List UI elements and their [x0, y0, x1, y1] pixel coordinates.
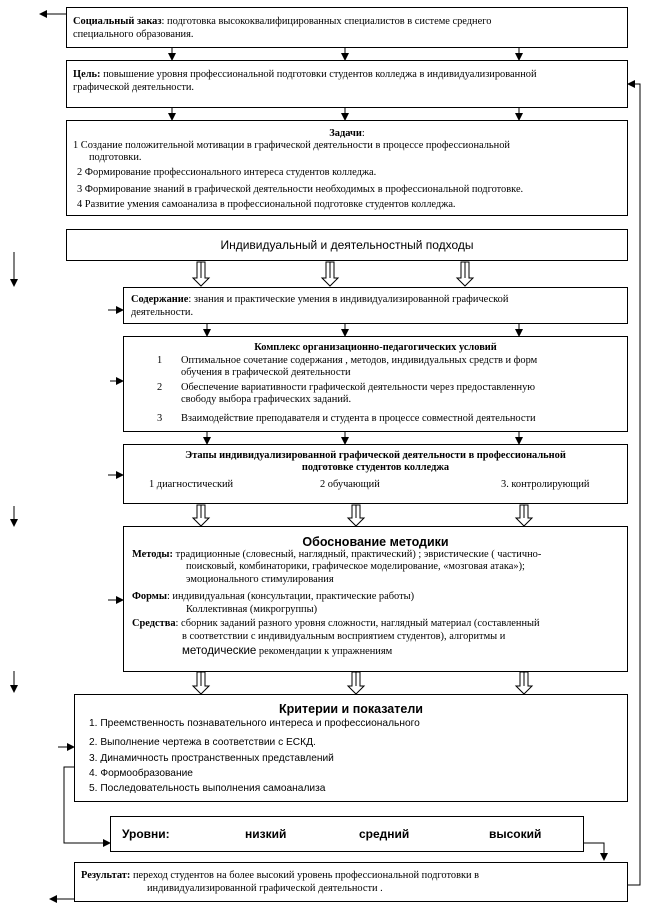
- condition-text: Взаимодействие преподавателя и студента в процессе совместной деятельности: [181, 413, 536, 424]
- forms-text: : индивидуальная (консультации, практические работы): [166, 591, 415, 602]
- stage-item: 3. контролирующий: [501, 479, 590, 490]
- tasks-box: [66, 120, 628, 216]
- methods-text: поисковый, комбинаторики, графическое моделирование, «мозговая атака»);: [186, 561, 525, 572]
- result-box: [74, 862, 628, 902]
- means-text: : сборник заданий разного уровня сложности, наглядный материал (составленный: [175, 618, 540, 629]
- condition-num: 2: [157, 382, 163, 393]
- criteria-box: [74, 694, 628, 802]
- tasks-colon: :: [361, 128, 365, 139]
- goal-label: Цель:: [73, 69, 101, 80]
- tasks-title: Задачи: [329, 128, 362, 139]
- task-item: подготовки.: [89, 152, 142, 163]
- conditions-title: Комплекс организационно-педагогических условий: [254, 342, 497, 353]
- methods-text: традиционные (словесный, наглядный, практический) ; эвристические ( частично-: [172, 549, 542, 560]
- means-label: Средства: [132, 618, 176, 629]
- goal-box: [66, 60, 628, 108]
- condition-num: 1: [157, 355, 163, 366]
- stage-item: 1 диагностический: [149, 479, 234, 490]
- social-order-text: : подготовка высококвалифицированных специалистов в системе среднего: [161, 16, 492, 27]
- stages-title-2: подготовке студентов колледжа: [301, 462, 450, 473]
- condition-text: Обеспечение вариативности графической деятельности через предоставленную: [181, 382, 536, 393]
- methodology-title: Обоснование методики: [302, 535, 449, 549]
- criterion-item: 1. Преемственность познавательного интереса и профессионального: [89, 718, 420, 729]
- approach-text: Индивидуальный и деятельностный подходы: [220, 238, 474, 252]
- condition-text: Оптимальное сочетание содержания , методов, индивидуальных средств и форм: [181, 355, 538, 366]
- result-text: переход студентов на более высокий уровень профессиональной подготовки в: [130, 870, 480, 881]
- means-text: методические: [182, 645, 257, 657]
- level-item: средний: [359, 827, 410, 841]
- result-label: Результат:: [81, 870, 131, 881]
- level-item: низкий: [245, 827, 287, 841]
- result-text-2: индивидуализированной графической деятельности .: [147, 883, 383, 894]
- criterion-item: 4. Формообразование: [89, 768, 193, 779]
- goal-text-2: графической деятельности.: [73, 82, 195, 93]
- criterion-item: 5. Последовательность выполнения самоанализа: [89, 783, 326, 794]
- task-item: 1 Создание положительной мотивации в графической деятельности в процессе профессиональной: [73, 140, 510, 151]
- stage-item: 2 обучающий: [320, 479, 380, 490]
- criterion-item: 3. Динамичность пространственных представлений: [89, 753, 334, 764]
- condition-num: 3: [157, 413, 163, 424]
- task-item: 2 Формирование профессионального интереса студентов колледжа.: [77, 167, 377, 178]
- stages-title-1: Этапы индивидуализированной графической деятельности в профессиональной: [185, 450, 566, 461]
- forms-label: Формы: [132, 591, 167, 602]
- goal-text: повышение уровня профессиональной подготовки студентов колледжа в индивидуализированной: [100, 69, 537, 80]
- approach-box: [66, 229, 628, 261]
- social-order-text-2: специального образования.: [73, 29, 194, 40]
- criteria-title: Критерии и показатели: [279, 702, 423, 716]
- forms-text: Коллективная (микрогруппы): [186, 604, 318, 615]
- condition-text: свободу выбора графических заданий.: [181, 394, 352, 405]
- content-text-2: деятельности.: [131, 307, 194, 318]
- social-order-label: Социальный заказ: [73, 16, 162, 27]
- criterion-item: 2. Выполнение чертежа в соответствии с ЕСКД.: [89, 737, 316, 748]
- level-item: высокий: [489, 827, 542, 841]
- methods-text: эмоционального стимулирования: [186, 574, 334, 585]
- levels-box: [110, 816, 584, 852]
- stages-box: [123, 444, 628, 504]
- content-box: [123, 287, 628, 324]
- task-item: 4 Развитие умения самоанализа в профессиональной подготовке студентов колледжа.: [77, 199, 456, 210]
- methods-label: Методы:: [132, 549, 173, 560]
- condition-text: обучения в графической деятельности: [181, 367, 351, 378]
- content-label: Содержание: [131, 294, 189, 305]
- conditions-box: [123, 336, 628, 432]
- means-text: в соответствии с индивидуальным восприятием студентов), алгоритмы и: [182, 631, 506, 642]
- levels-label: Уровни:: [122, 827, 170, 841]
- social-order-box: [66, 7, 628, 48]
- content-text: : знания и практические умения в индивидуализированной графической: [188, 294, 509, 305]
- task-item: 3 Формирование знаний в графической деятельности необходимых в профессиональной подготовке.: [77, 184, 524, 195]
- means-text: рекомендации к упражнениям: [256, 646, 393, 657]
- methodology-box: [123, 526, 628, 672]
